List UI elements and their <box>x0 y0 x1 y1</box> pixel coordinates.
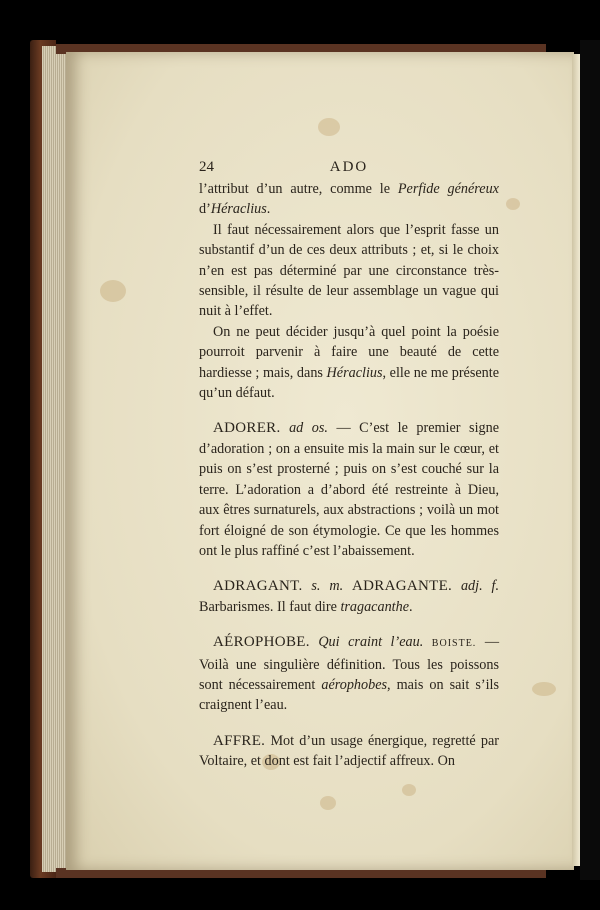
text: d’ <box>199 201 211 218</box>
text: On ne peut décider jusqu’à quel point la poésie pourroit parvenir à faire une beauté de cette hardiesse ; mais, dans <box>199 323 499 381</box>
text: l’attribut d’un autre, comme le <box>199 181 398 197</box>
paragraph: Il faut nécessairement alors que l’esprit fasse un substantif d’un de ces deux attributs ; et, si le choix n’en est pas déterminé par une circonstance très-sensible, il résulte de leur assemblage un vague qui nuit à l’effet. <box>199 221 499 320</box>
running-head: ADO <box>329 159 369 175</box>
entry-aerophobe <box>199 632 499 716</box>
entry-adragant <box>199 576 499 617</box>
part-of-speech: adj. f. <box>460 578 499 595</box>
headword: ADRAGANT. <box>213 578 303 595</box>
entry-text: , mais on sait s’ils craignent l’eau. <box>199 676 499 714</box>
page-text <box>199 157 499 772</box>
foxing-spot <box>318 118 340 136</box>
page-number: 24 <box>199 159 214 175</box>
page-edge-right <box>572 54 580 866</box>
entry-text: . <box>409 598 413 615</box>
entry-text: — C’est le premier signe d’adoration ; on a ensuite mis la main sur le cœur, et puis on s’est prosterné ; puis on s’est couché sur la terre. L’adoration a d’abord été restreinte à Dieu, aux êtres surnaturels, aux abstractions ; voilà un mot fort éloigné de son étymologie. Ce que les hommes ont le plus raffiné c’est l’abaissement. <box>199 420 499 559</box>
headword: AÉROPHOBE. <box>213 634 310 651</box>
definition-italic: Qui craint l’eau. <box>318 634 424 651</box>
source: BOISTE. <box>431 638 477 650</box>
title-italic: Perfide généreux <box>397 181 499 197</box>
text: , elle ne me présente qu’un défaut. <box>199 364 499 402</box>
background <box>580 40 600 880</box>
headword: ADRAGANTE. <box>352 578 453 595</box>
foxing-spot <box>532 682 556 696</box>
headword: ADORER. <box>213 420 281 437</box>
entry-text: Mot d’un usage énergique, regretté par Voltaire, et dont est fait l’adjectif affreux. On <box>199 732 499 770</box>
term-italic: aérophobes <box>321 676 388 693</box>
foxing-spot <box>320 796 336 810</box>
part-of-speech: s. m. <box>311 578 344 595</box>
page-edges <box>42 46 66 872</box>
foxing-spot <box>100 280 126 302</box>
term-italic: tragacanthe <box>340 598 409 615</box>
entry-text: Barbarismes. Il faut dire <box>199 598 341 615</box>
part-of-speech: ad os. <box>289 420 328 437</box>
title-italic: Héraclius <box>210 201 267 218</box>
foxing-spot <box>402 784 416 796</box>
paragraph <box>199 179 499 220</box>
entry-affre <box>199 731 499 772</box>
foxing-spot <box>506 198 520 210</box>
entry-text: — Voilà une singulière définition. Tous les poissons sont nécessairement <box>199 634 500 693</box>
title-italic: Héraclius <box>326 364 383 381</box>
headword: AFFRE. <box>213 732 266 749</box>
paragraph <box>199 322 499 404</box>
entry-adorer <box>199 418 499 561</box>
text: . <box>266 201 271 218</box>
page-header <box>199 157 499 179</box>
